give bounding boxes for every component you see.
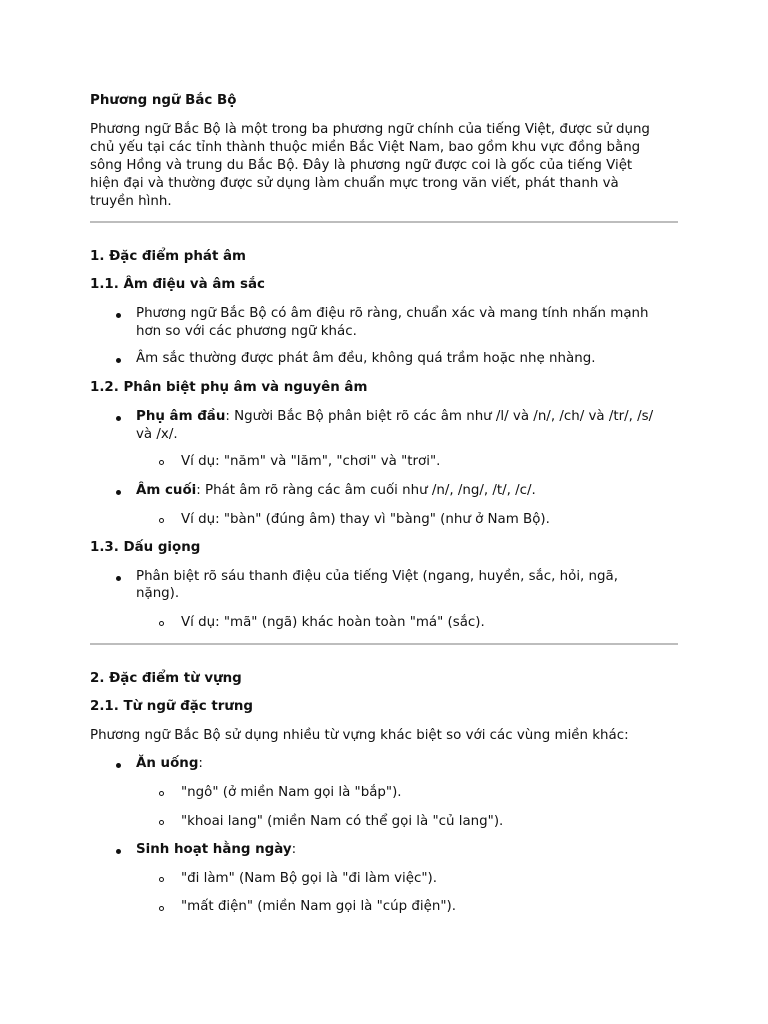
sub-bullet-icon [159,460,164,465]
subsection-1-1-heading: 1.1. Âm điệu và âm sắc [90,277,265,292]
subsection-1-3-heading: 1.3. Dấu giọng [90,540,201,555]
subsection-2-1-heading: 2.1. Từ ngữ đặc trưng [90,699,253,714]
example-item: Ví dụ: "mã" (ngã) khác hoàn toàn "má" (sắc). [181,615,485,630]
category-label: Sinh hoạt hằng ngày [136,842,292,857]
term-text: : Phát âm rõ ràng các âm cuối như /n/, /ng/, /t/, /c/. [196,483,536,498]
term-label: Âm cuối [136,483,197,498]
document-title: Phương ngữ Bắc Bộ [90,93,237,108]
bullet-icon [116,490,121,495]
list-item: "ngô" (ở miền Nam gọi là "bắp"). [181,785,402,800]
list-item: "đi làm" (Nam Bộ gọi là "đi làm việc"). [181,871,438,886]
list-item-line: hơn so với các phương ngữ khác. [136,324,357,339]
sub-bullet-icon [159,518,164,523]
bullet-icon [116,358,121,363]
intro-line-3: sông Hồng và trung du Bắc Bộ. Đây là phương ngữ được coi là gốc của tiếng Việt [90,158,633,173]
sub-bullet-icon [159,621,164,626]
sub-bullet-icon [159,820,164,825]
intro-line-2: chủ yếu tại các tỉnh thành thuộc miền Bắc Việt Nam, bao gồm khu vực đồng bằng [90,140,641,155]
intro-line-5: truyền hình. [90,194,172,209]
category-label: Ăn uống [136,756,199,771]
term-label: Phụ âm đầu [136,409,226,424]
category-colon: : [198,756,203,771]
category-colon: : [291,842,297,857]
bullet-icon [116,313,121,318]
section-divider [90,221,678,223]
intro-line-4: hiện đại và thường được sử dụng làm chuẩn mực trong văn viết, phát thanh và [90,176,619,191]
term-text: : Người Bắc Bộ phân biệt rõ các âm như /l/ và /n/, /ch/ và /tr/, /s/ [225,409,654,424]
list-item-line: nặng). [136,586,180,601]
list-item: "mất điện" (miền Nam gọi là "cúp điện"). [181,899,456,914]
list-item-line: và /x/. [136,427,178,442]
list-item-line: Phương ngữ Bắc Bộ có âm điệu rõ ràng, chuẩn xác và mang tính nhấn mạnh [136,306,649,321]
list-item-line: Phân biệt rõ sáu thanh điệu của tiếng Việt (ngang, huyền, sắc, hỏi, ngã, [136,569,619,584]
bullet-icon [116,849,121,854]
paragraph: Phương ngữ Bắc Bộ sử dụng nhiều từ vựng khác biệt so với các vùng miền khác: [90,728,629,743]
example-item: Ví dụ: "bàn" (đúng âm) thay vì "bàng" (như ở Nam Bộ). [181,512,550,527]
intro-line-1: Phương ngữ Bắc Bộ là một trong ba phương ngữ chính của tiếng Việt, được sử dụng [90,122,650,137]
list-item [136,482,536,500]
subsection-1-2-heading: 1.2. Phân biệt phụ âm và nguyên âm [90,380,368,395]
bullet-icon [116,416,121,421]
sub-bullet-icon [159,877,164,882]
sub-bullet-icon [159,791,164,796]
section-2-heading: 2. Đặc điểm từ vựng [90,671,242,686]
category-item [136,841,296,859]
list-item: Âm sắc thường được phát âm đều, không quá trầm hoặc nhẹ nhàng. [136,351,596,366]
section-divider [90,643,678,645]
list-item [136,408,653,426]
example-item: Ví dụ: "năm" và "lăm", "chơi" và "trơi". [181,454,441,469]
section-1-heading: 1. Đặc điểm phát âm [90,249,246,264]
sub-bullet-icon [159,906,164,911]
bullet-icon [116,576,121,581]
bullet-icon [116,763,121,768]
category-item [136,755,203,773]
list-item: "khoai lang" (miền Nam có thể gọi là "củ lang"). [181,814,504,829]
